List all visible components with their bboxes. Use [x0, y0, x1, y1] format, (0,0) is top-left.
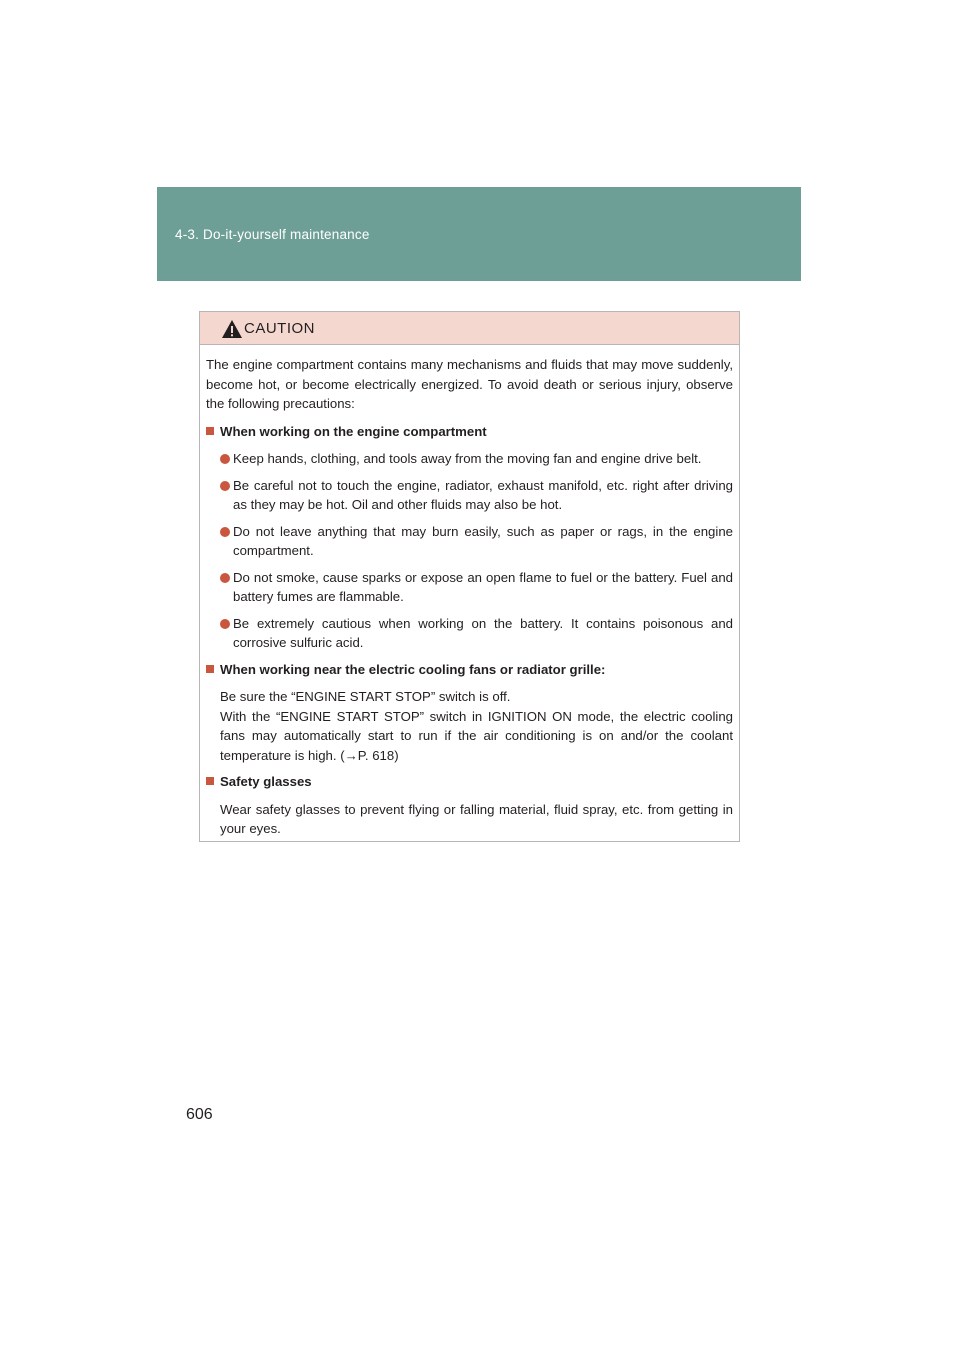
list-item: Do not leave anything that may burn easily, such as paper or rags, in the engine compartment. [206, 522, 733, 561]
section-heading: Safety glasses [206, 772, 733, 792]
caution-box [199, 311, 740, 842]
round-bullet-icon [220, 527, 230, 537]
list-item: Do not smoke, cause sparks or expose an open flame to fuel or the battery. Fuel and battery fumes are flammable. [206, 568, 733, 607]
square-bullet-icon [206, 777, 214, 785]
list-item: Be careful not to touch the engine, radiator, exhaust manifold, etc. right after driving as they may be hot. Oil and other fluids may also be hot. [206, 476, 733, 515]
caution-header [200, 312, 739, 345]
warning-triangle-icon [221, 319, 243, 339]
caution-body [200, 345, 739, 839]
caution-title: CAUTION [244, 320, 315, 337]
square-bullet-icon [206, 665, 214, 673]
square-bullet-icon [206, 427, 214, 435]
paragraph: Be sure the “ENGINE START STOP” switch is off. [220, 689, 511, 704]
paragraph: Wear safety glasses to prevent flying or falling material, fluid spray, etc. from getting in your eyes. [220, 801, 733, 836]
page-number: 606 [186, 1106, 213, 1123]
round-bullet-icon [220, 619, 230, 629]
round-bullet-icon [220, 481, 230, 491]
paragraph: With the “ENGINE START STOP” switch in IGNITION ON mode, the electric cooling fans may automatically start to run if the air conditioning is on and/or the coolant temperature is high. (→P. 618) [220, 708, 733, 763]
list-item: Be extremely cautious when working on the battery. It contains poisonous and corrosive sulfuric acid. [206, 614, 733, 653]
round-bullet-icon [220, 454, 230, 464]
section-heading: When working on the engine compartment [206, 422, 733, 442]
caution-intro: The engine compartment contains many mechanisms and fluids that may move suddenly, become hot, or become electrically energized. To avoid death or serious injury, observe the following precautions: [206, 357, 733, 411]
section-title: 4-3. Do-it-yourself maintenance [175, 227, 370, 242]
section-heading: When working near the electric cooling fans or radiator grille: [206, 660, 733, 680]
section-header-band [157, 187, 801, 281]
round-bullet-icon [220, 573, 230, 583]
list-item: Keep hands, clothing, and tools away from the moving fan and engine drive belt. [206, 449, 733, 469]
